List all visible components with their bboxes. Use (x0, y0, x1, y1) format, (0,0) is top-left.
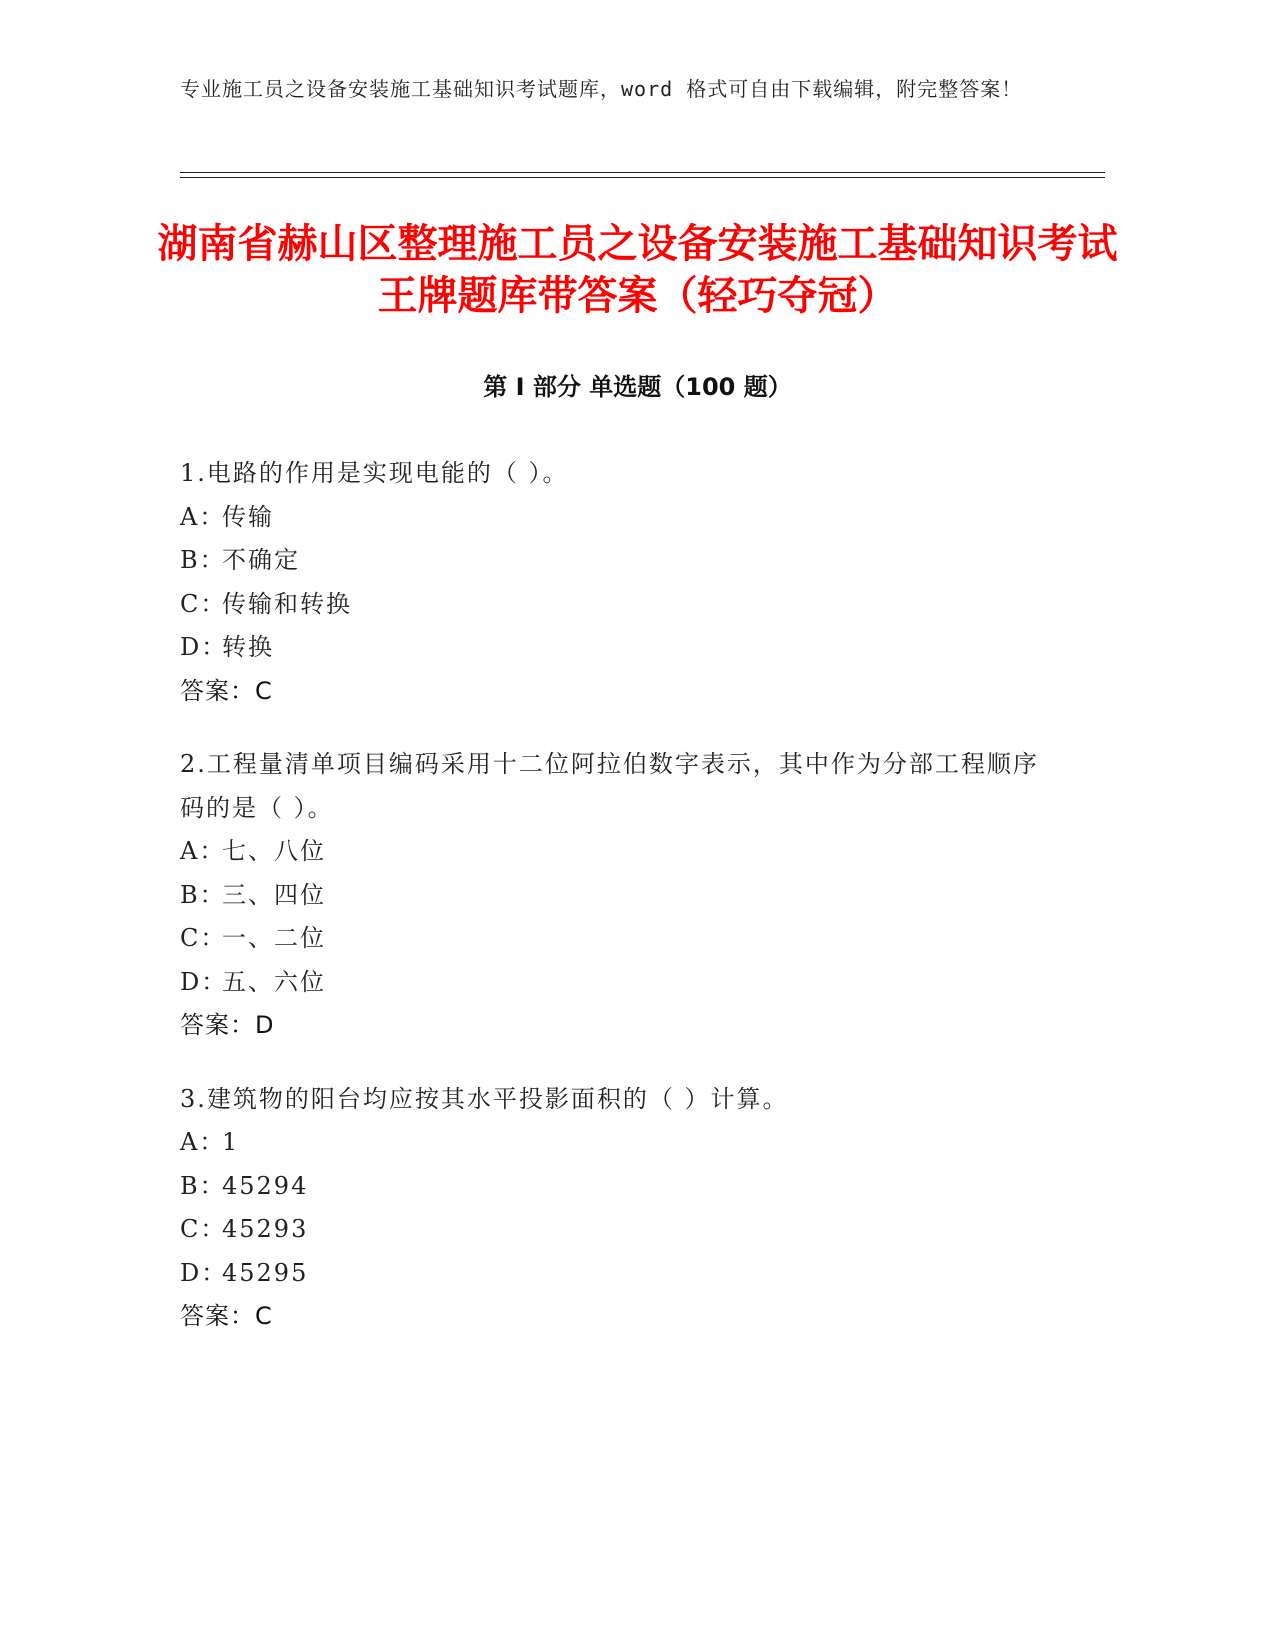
question-item-3 (180, 1078, 1040, 1339)
option-text: 五、六位 (222, 967, 326, 996)
option-c (180, 1208, 1040, 1252)
option-key: D： (180, 967, 228, 996)
option-key: B： (180, 880, 226, 909)
option-d (180, 961, 1040, 1005)
option-c (180, 583, 1040, 627)
option-key: C： (180, 1215, 227, 1243)
question-item-2 (180, 743, 1040, 1048)
answer-line: 答案：C (180, 676, 273, 705)
header-note: 专业施工员之设备安装施工基础知识考试题库，word 格式可自由下载编辑，附完整答案！ (180, 77, 1023, 101)
question-item-1 (180, 452, 1040, 713)
option-text: 不确定 (222, 546, 300, 574)
option-a (180, 830, 1040, 874)
option-a (180, 496, 1040, 540)
option-b (180, 874, 1040, 918)
option-d (180, 1252, 1040, 1296)
option-text: 转换 (222, 633, 274, 661)
option-text: 三、四位 (222, 880, 326, 909)
option-key: B： (180, 546, 226, 574)
option-text: 45293 (222, 1215, 309, 1243)
question-stem: 1.电路的作用是实现电能的（ ）。 (180, 459, 569, 487)
option-d (180, 626, 1040, 670)
section-title: 第 I 部分 单选题（100 题） (483, 373, 792, 401)
document-title: 湖南省赫山区整理施工员之设备安装施工基础知识考试王牌题库带答案（轻巧夺冠） (157, 221, 1118, 319)
option-key: A： (180, 1128, 226, 1156)
option-c (180, 917, 1040, 961)
header-divider-thin (180, 177, 1105, 178)
option-key: C： (180, 924, 227, 952)
option-key: D： (180, 1258, 228, 1287)
option-a (180, 1121, 1040, 1165)
question-stem: 2.工程量清单项目编码采用十二位阿拉伯数字表示，其中作为分部工程顺序码的是（ ）。 (180, 750, 1039, 822)
option-text: 七、八位 (222, 837, 326, 865)
option-text: 1 (222, 1128, 240, 1156)
option-key: A： (180, 837, 226, 865)
option-text: 45294 (222, 1171, 309, 1200)
header-divider-thick (180, 172, 1105, 173)
answer-line: 答案：D (180, 1011, 275, 1039)
option-key: C： (180, 589, 227, 618)
option-key: B： (180, 1171, 226, 1200)
option-key: A： (180, 502, 226, 531)
option-key: D： (180, 633, 228, 661)
question-stem: 3.建筑物的阳台均应按其水平投影面积的（ ）计算。 (180, 1084, 789, 1113)
option-text: 传输和转换 (222, 589, 352, 618)
option-b (180, 539, 1040, 583)
answer-line: 答案：C (180, 1302, 273, 1330)
option-text: 传输 (222, 502, 274, 531)
question-list (180, 452, 1040, 1369)
option-text: 45295 (222, 1258, 309, 1287)
option-text: 一、二位 (222, 924, 326, 952)
option-b (180, 1165, 1040, 1209)
